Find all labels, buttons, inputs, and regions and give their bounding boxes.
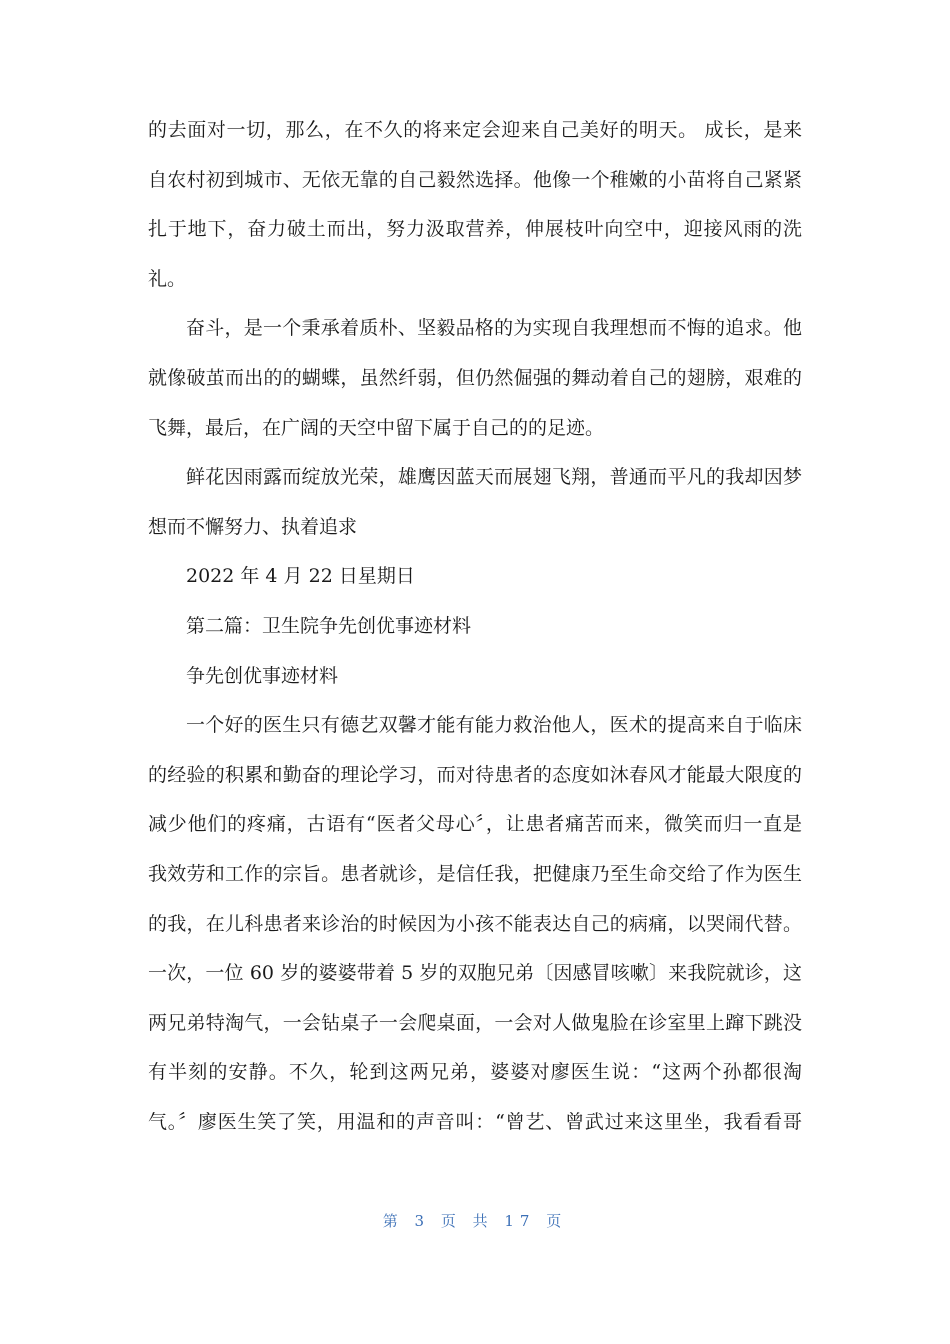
text-line: 的去面对一切，那么，在不久的将来定会迎来自己美好的明天。 成长，是来 bbox=[148, 119, 802, 141]
text-line: 气。〞廖医生笑了笑，用温和的声音叫：“曾艺、曾武过来这里坐，我看看哥 bbox=[148, 1110, 802, 1133]
page-number-footer: 第 3 页 共 17 页 bbox=[382, 1212, 568, 1230]
text-line: 一次，一位 60 岁的婆婆带着 5 岁的双胞兄弟〔因感冒咳嗽〕来我院就诊，这 bbox=[148, 962, 802, 985]
text-line: 我效劳和工作的宗旨。患者就诊，是信任我，把健康乃至生命交给了作为医生 bbox=[148, 862, 802, 885]
text-line: 飞舞，最后，在广阔的天空中留下属于自己的的足迹。 bbox=[148, 416, 605, 439]
text-line: 的我，在儿科患者来诊治的时候因为小孩不能表达自己的病痛，以哭闹代替。 bbox=[148, 912, 802, 935]
text-line: 就像破茧而出的的蝴蝶，虽然纤弱，但仍然倔强的舞动着自己的翅膀，艰难的 bbox=[148, 366, 802, 389]
date-line: 2022 年 4 月 22 日星期日 bbox=[186, 565, 415, 588]
text-line: 礼。 bbox=[148, 267, 187, 290]
text-line: 想而不懈努力、执着追求 bbox=[148, 515, 358, 538]
text-line: 有半刻的安静。不久，轮到这两兄弟，婆婆对廖医生说：“这两个孙都很淘 bbox=[148, 1061, 802, 1084]
text-line: 一个好的医生只有德艺双馨才能有能力救治他人，医术的提高来自于临床 bbox=[186, 714, 802, 737]
text-line: 扎于地下，奋力破土而出，努力汲取营养，伸展枝叶向空中，迎接风雨的洗 bbox=[148, 218, 802, 241]
section-heading: 第二篇：卫生院争先创优事迹材料 bbox=[186, 614, 472, 637]
document-body bbox=[148, 106, 802, 1147]
text-line: 自农村初到城市、无依无靠的自己毅然选择。他像一个稚嫩的小苗将自己紧紧 bbox=[148, 168, 802, 191]
text-line: 鲜花因雨露而绽放光荣，雄鹰因蓝天而展翅飞翔，普通而平凡的我却因梦 bbox=[186, 466, 802, 489]
text-line: 两兄弟特淘气，一会钻桌子一会爬桌面，一会对人做鬼脸在诊室里上蹿下跳没 bbox=[148, 1011, 802, 1034]
text-line: 的经验的积累和勤奋的理论学习，而对待患者的态度如沐春风才能最大限度的 bbox=[148, 763, 802, 786]
text-line: 减少他们的疼痛，古语有“医者父母心〞，让患者痛苦而来，微笑而归一直是 bbox=[148, 813, 802, 836]
section-subheading: 争先创优事迹材料 bbox=[186, 664, 339, 687]
text-line: 奋斗，是一个秉承着质朴、坚毅品格的为实现自我理想而不悔的追求。他 bbox=[186, 317, 802, 340]
